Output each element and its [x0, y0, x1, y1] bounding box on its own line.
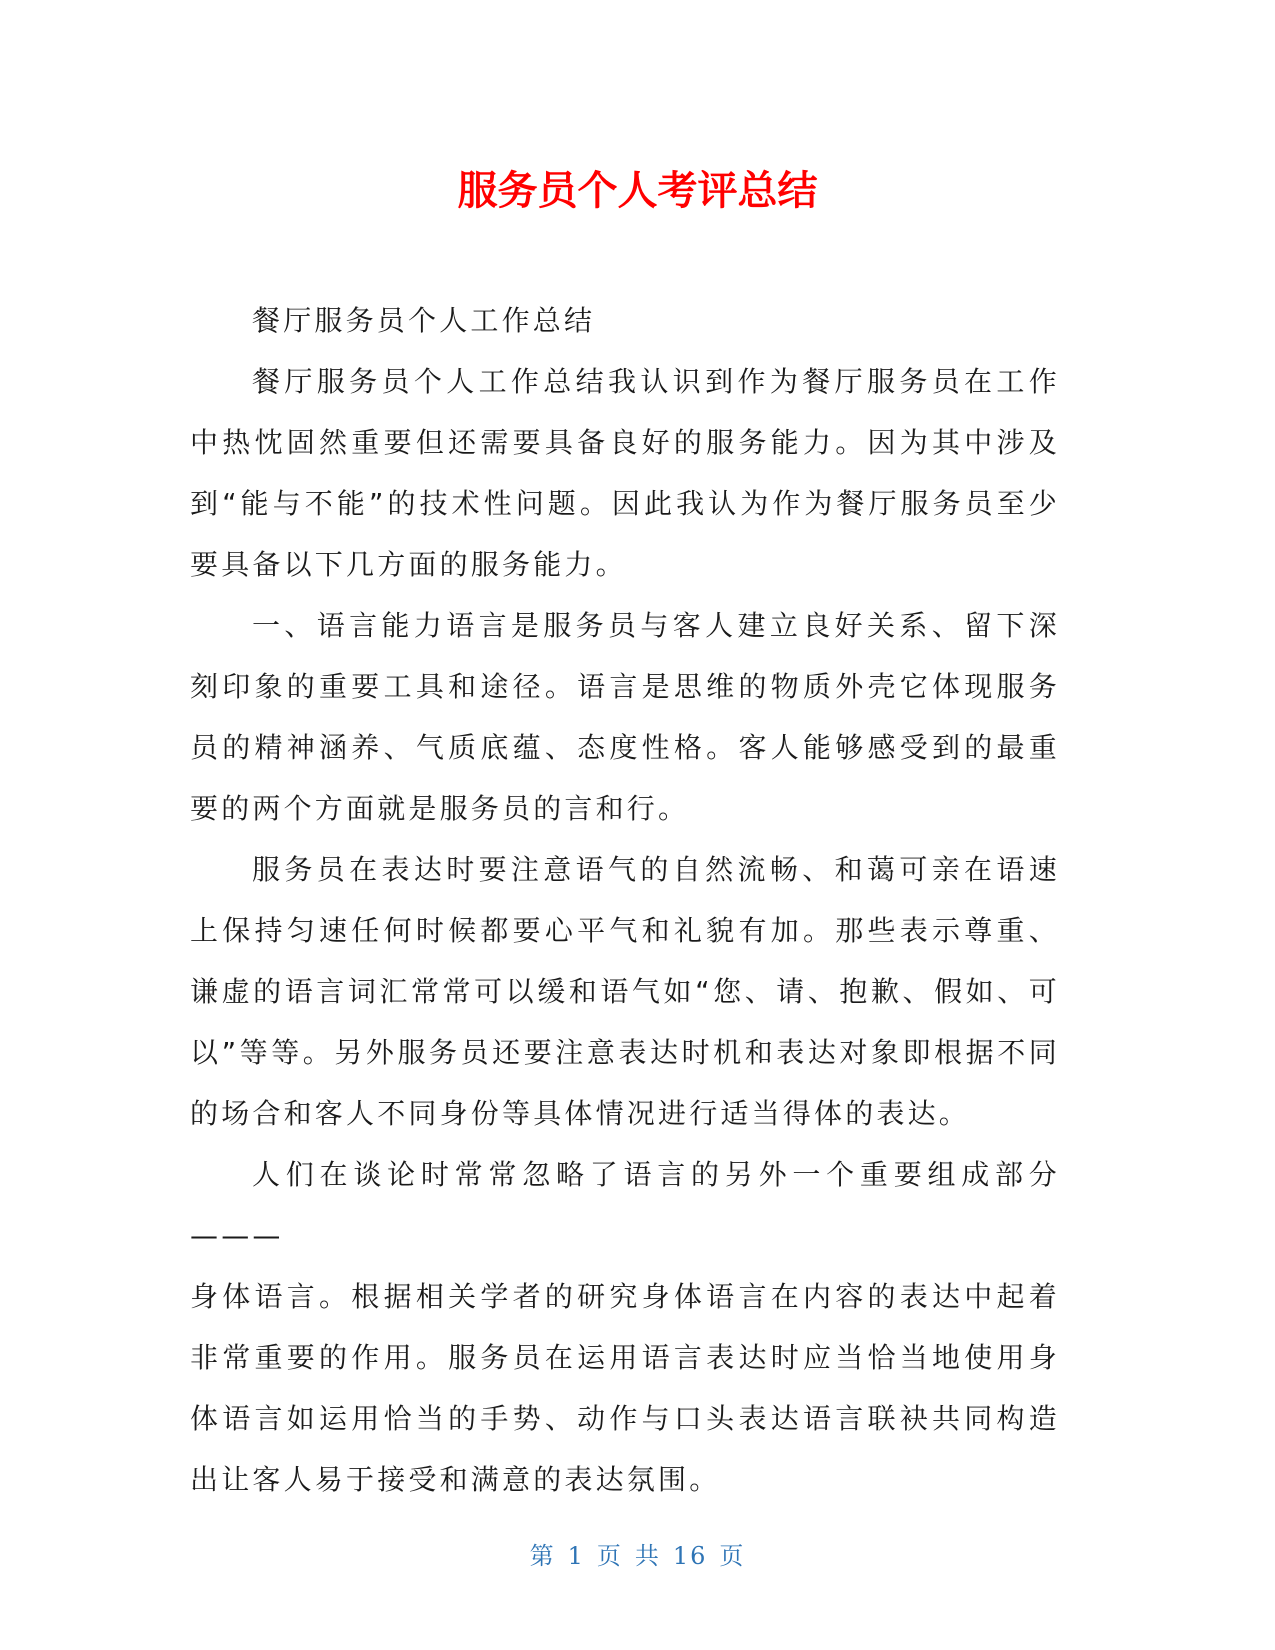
paragraph: 一、语言能力语言是服务员与客人建立良好关系、留下深刻印象的重要工具和途径。语言是思维的物质外壳它体现服务员的精神涵养、气质底蕴、态度性格。客人能够感受到的最重要的两个方面就是服务员的言和行。 [190, 609, 1060, 825]
page-word: 页 [596, 1542, 623, 1570]
page-prefix: 第 [529, 1542, 556, 1570]
page-number-footer [0, 1540, 1275, 1572]
paragraph: 人们在谈论时常常忽略了语言的另外一个重要组成部分——— [190, 1158, 1060, 1252]
current-page-number: 1 [567, 1542, 585, 1570]
total-word: 页 [719, 1542, 746, 1570]
document-body [190, 290, 1060, 1510]
paragraph: 身体语言。根据相关学者的研究身体语言在内容的表达中起着非常重要的作用。服务员在运用语言表达时应当恰当地使用身体语言如运用恰当的手势、动作与口头表达语言联袂共同构造出让客人易于接受和满意的表达氛围。 [190, 1280, 1060, 1496]
paragraph-heading: 餐厅服务员个人工作总结 [252, 304, 596, 337]
paragraph: 服务员在表达时要注意语气的自然流畅、和蔼可亲在语速上保持匀速任何时候都要心平气和礼貌有加。那些表示尊重、谦虚的语言词汇常常可以缓和语气如“您、请、抱歉、假如、可以”等等。另外服务员还要注意表达时机和表达对象即根据不同的场合和客人不同身份等具体情况进行适当得体的表达。 [190, 853, 1060, 1130]
document-title: 服务员个人考评总结 [457, 168, 818, 214]
total-prefix: 共 [634, 1542, 661, 1570]
paragraph: 餐厅服务员个人工作总结我认识到作为餐厅服务员在工作中热忱固然重要但还需要具备良好的服务能力。因为其中涉及到“能与不能”的技术性问题。因此我认为作为餐厅服务员至少要具备以下几方面的服务能力。 [190, 365, 1060, 581]
total-page-count: 16 [672, 1542, 708, 1570]
